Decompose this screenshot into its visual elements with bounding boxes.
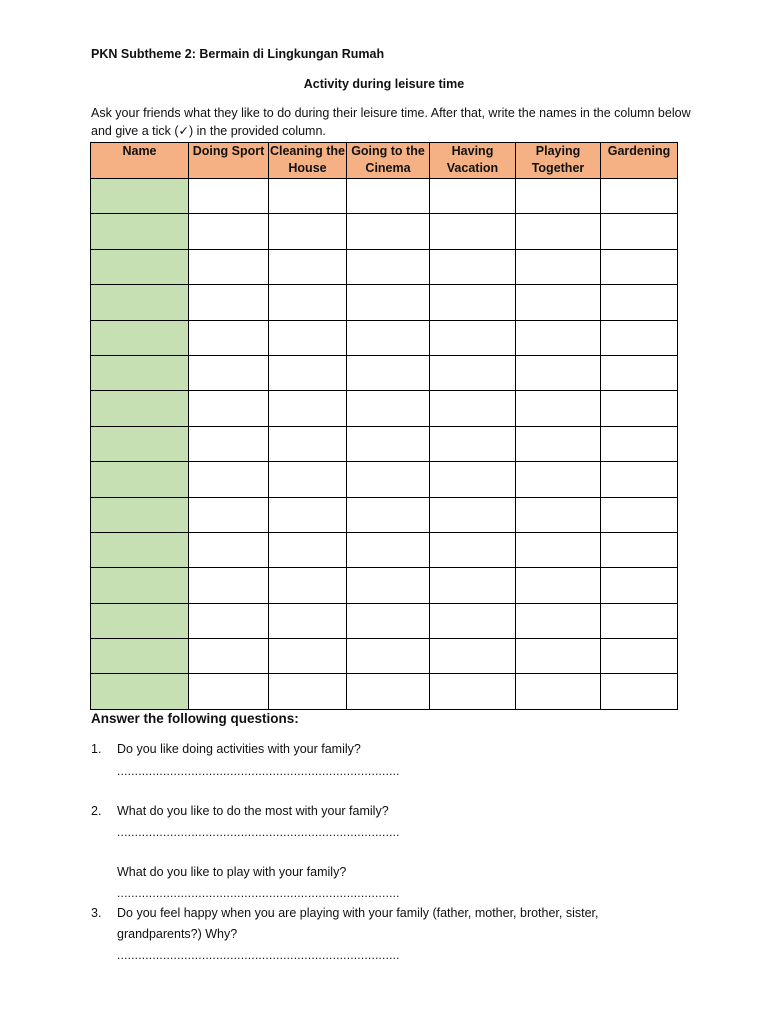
tick-cell[interactable] <box>269 285 347 320</box>
subtheme-heading: PKN Subtheme 2: Bermain di Lingkungan Rumah <box>91 47 385 61</box>
tick-cell[interactable] <box>189 674 269 709</box>
tick-cell[interactable] <box>269 249 347 284</box>
tick-cell[interactable] <box>430 179 516 214</box>
answer-line[interactable]: ................................................................................ <box>117 948 400 962</box>
table-row <box>91 674 678 709</box>
tick-cell[interactable] <box>430 320 516 355</box>
tick-cell[interactable] <box>430 674 516 709</box>
tick-cell[interactable] <box>347 320 430 355</box>
tick-cell[interactable] <box>430 568 516 603</box>
tick-cell[interactable] <box>516 639 601 674</box>
tick-cell[interactable] <box>189 355 269 390</box>
table-header-row <box>91 143 678 179</box>
tick-cell[interactable] <box>347 355 430 390</box>
table-row <box>91 568 678 603</box>
tick-cell[interactable] <box>347 179 430 214</box>
activity-table <box>90 142 678 710</box>
tick-cell[interactable] <box>347 391 430 426</box>
name-cell[interactable] <box>91 462 189 497</box>
column-header: Name <box>91 143 189 179</box>
question-text: What do you like to do the most with your family? <box>117 804 389 818</box>
question-number: 2. <box>91 804 102 818</box>
questions-heading: Answer the following questions: <box>91 711 299 726</box>
question-number: 3. <box>91 906 102 920</box>
tick-cell[interactable] <box>347 214 430 249</box>
tick-cell[interactable] <box>347 532 430 567</box>
tick-cell[interactable] <box>601 391 678 426</box>
name-cell[interactable] <box>91 603 189 638</box>
table-row <box>91 214 678 249</box>
table-row <box>91 603 678 638</box>
name-cell[interactable] <box>91 285 189 320</box>
table-row <box>91 355 678 390</box>
tick-cell[interactable] <box>430 639 516 674</box>
tick-cell[interactable] <box>516 532 601 567</box>
table-row <box>91 285 678 320</box>
tick-cell[interactable] <box>430 426 516 461</box>
name-cell[interactable] <box>91 214 189 249</box>
tick-cell[interactable] <box>347 568 430 603</box>
name-cell[interactable] <box>91 320 189 355</box>
tick-cell[interactable] <box>347 674 430 709</box>
tick-cell[interactable] <box>516 462 601 497</box>
tick-cell[interactable] <box>189 532 269 567</box>
tick-cell[interactable] <box>430 355 516 390</box>
tick-cell[interactable] <box>269 320 347 355</box>
tick-cell[interactable] <box>347 639 430 674</box>
tick-cell[interactable] <box>189 320 269 355</box>
table-body <box>91 179 678 710</box>
tick-cell[interactable] <box>269 179 347 214</box>
tick-cell[interactable] <box>601 426 678 461</box>
tick-cell[interactable] <box>269 532 347 567</box>
tick-cell[interactable] <box>189 285 269 320</box>
tick-cell[interactable] <box>516 568 601 603</box>
tick-cell[interactable] <box>430 285 516 320</box>
tick-cell[interactable] <box>516 179 601 214</box>
name-cell[interactable] <box>91 426 189 461</box>
tick-cell[interactable] <box>430 391 516 426</box>
column-header: Doing Sport <box>189 143 269 179</box>
tick-cell[interactable] <box>347 497 430 532</box>
name-cell[interactable] <box>91 674 189 709</box>
tick-cell[interactable] <box>189 603 269 638</box>
tick-cell[interactable] <box>601 462 678 497</box>
table-row <box>91 391 678 426</box>
tick-cell[interactable] <box>269 603 347 638</box>
tick-cell[interactable] <box>601 355 678 390</box>
question-number: 1. <box>91 742 102 756</box>
tick-cell[interactable] <box>189 214 269 249</box>
name-cell[interactable] <box>91 639 189 674</box>
tick-cell[interactable] <box>601 674 678 709</box>
tick-cell[interactable] <box>347 462 430 497</box>
tick-cell[interactable] <box>269 497 347 532</box>
tick-cell[interactable] <box>601 320 678 355</box>
answer-line[interactable]: ................................................................................ <box>117 886 400 900</box>
tick-cell[interactable] <box>601 603 678 638</box>
table-row <box>91 639 678 674</box>
tick-cell[interactable] <box>516 674 601 709</box>
table-row <box>91 462 678 497</box>
table-row <box>91 532 678 567</box>
answer-line[interactable]: ................................................................................ <box>117 825 400 839</box>
question-text: Do you feel happy when you are playing with your family (father, mother, brother, sister, grandparents?) Why? <box>117 906 599 941</box>
name-cell[interactable] <box>91 497 189 532</box>
name-cell[interactable] <box>91 249 189 284</box>
name-cell[interactable] <box>91 532 189 567</box>
instructions: Ask your friends what they like to do during their leisure time. After that, write the names in the column below and give a tick (✓) in the provided column. <box>91 106 691 138</box>
tick-cell[interactable] <box>430 497 516 532</box>
tick-cell[interactable] <box>189 497 269 532</box>
worksheet-title: Activity during leisure time <box>303 77 465 91</box>
column-header: Cleaning the House <box>269 143 347 179</box>
tick-cell[interactable] <box>269 639 347 674</box>
answer-line[interactable]: ................................................................................ <box>117 764 400 778</box>
tick-cell[interactable] <box>269 462 347 497</box>
table-row <box>91 497 678 532</box>
tick-cell[interactable] <box>269 355 347 390</box>
tick-cell[interactable] <box>189 249 269 284</box>
tick-cell[interactable] <box>189 391 269 426</box>
name-cell[interactable] <box>91 179 189 214</box>
tick-cell[interactable] <box>601 214 678 249</box>
table-row <box>91 249 678 284</box>
column-header: Playing Together <box>516 143 601 179</box>
tick-cell[interactable] <box>516 391 601 426</box>
question-text: Do you like doing activities with your family? <box>117 742 361 756</box>
column-header: Gardening <box>601 143 678 179</box>
tick-cell[interactable] <box>516 285 601 320</box>
table-row <box>91 179 678 214</box>
column-header: Having Vacation <box>430 143 516 179</box>
tick-cell[interactable] <box>516 320 601 355</box>
name-cell[interactable] <box>91 391 189 426</box>
tick-cell[interactable] <box>516 426 601 461</box>
table-row <box>91 426 678 461</box>
tick-cell[interactable] <box>189 639 269 674</box>
tick-cell[interactable] <box>189 426 269 461</box>
tick-cell[interactable] <box>189 179 269 214</box>
tick-cell[interactable] <box>430 214 516 249</box>
tick-cell[interactable] <box>601 532 678 567</box>
name-cell[interactable] <box>91 355 189 390</box>
tick-cell[interactable] <box>516 497 601 532</box>
tick-cell[interactable] <box>269 426 347 461</box>
tick-cell[interactable] <box>430 532 516 567</box>
tick-cell[interactable] <box>347 285 430 320</box>
tick-cell[interactable] <box>601 179 678 214</box>
tick-cell[interactable] <box>430 249 516 284</box>
table-row <box>91 320 678 355</box>
tick-cell[interactable] <box>269 674 347 709</box>
tick-cell[interactable] <box>516 214 601 249</box>
tick-cell[interactable] <box>269 214 347 249</box>
tick-cell[interactable] <box>189 462 269 497</box>
tick-cell[interactable] <box>601 497 678 532</box>
tick-cell[interactable] <box>516 249 601 284</box>
tick-cell[interactable] <box>430 462 516 497</box>
tick-cell[interactable] <box>189 568 269 603</box>
tick-cell[interactable] <box>516 603 601 638</box>
tick-cell[interactable] <box>601 285 678 320</box>
tick-cell[interactable] <box>601 249 678 284</box>
tick-cell[interactable] <box>601 568 678 603</box>
tick-cell[interactable] <box>601 639 678 674</box>
tick-cell[interactable] <box>269 568 347 603</box>
tick-cell[interactable] <box>347 426 430 461</box>
tick-cell[interactable] <box>516 355 601 390</box>
tick-cell[interactable] <box>430 603 516 638</box>
column-header: Going to the Cinema <box>347 143 430 179</box>
tick-cell[interactable] <box>347 249 430 284</box>
name-cell[interactable] <box>91 568 189 603</box>
tick-cell[interactable] <box>347 603 430 638</box>
question-text: What do you like to play with your family? <box>117 865 347 879</box>
tick-cell[interactable] <box>269 391 347 426</box>
